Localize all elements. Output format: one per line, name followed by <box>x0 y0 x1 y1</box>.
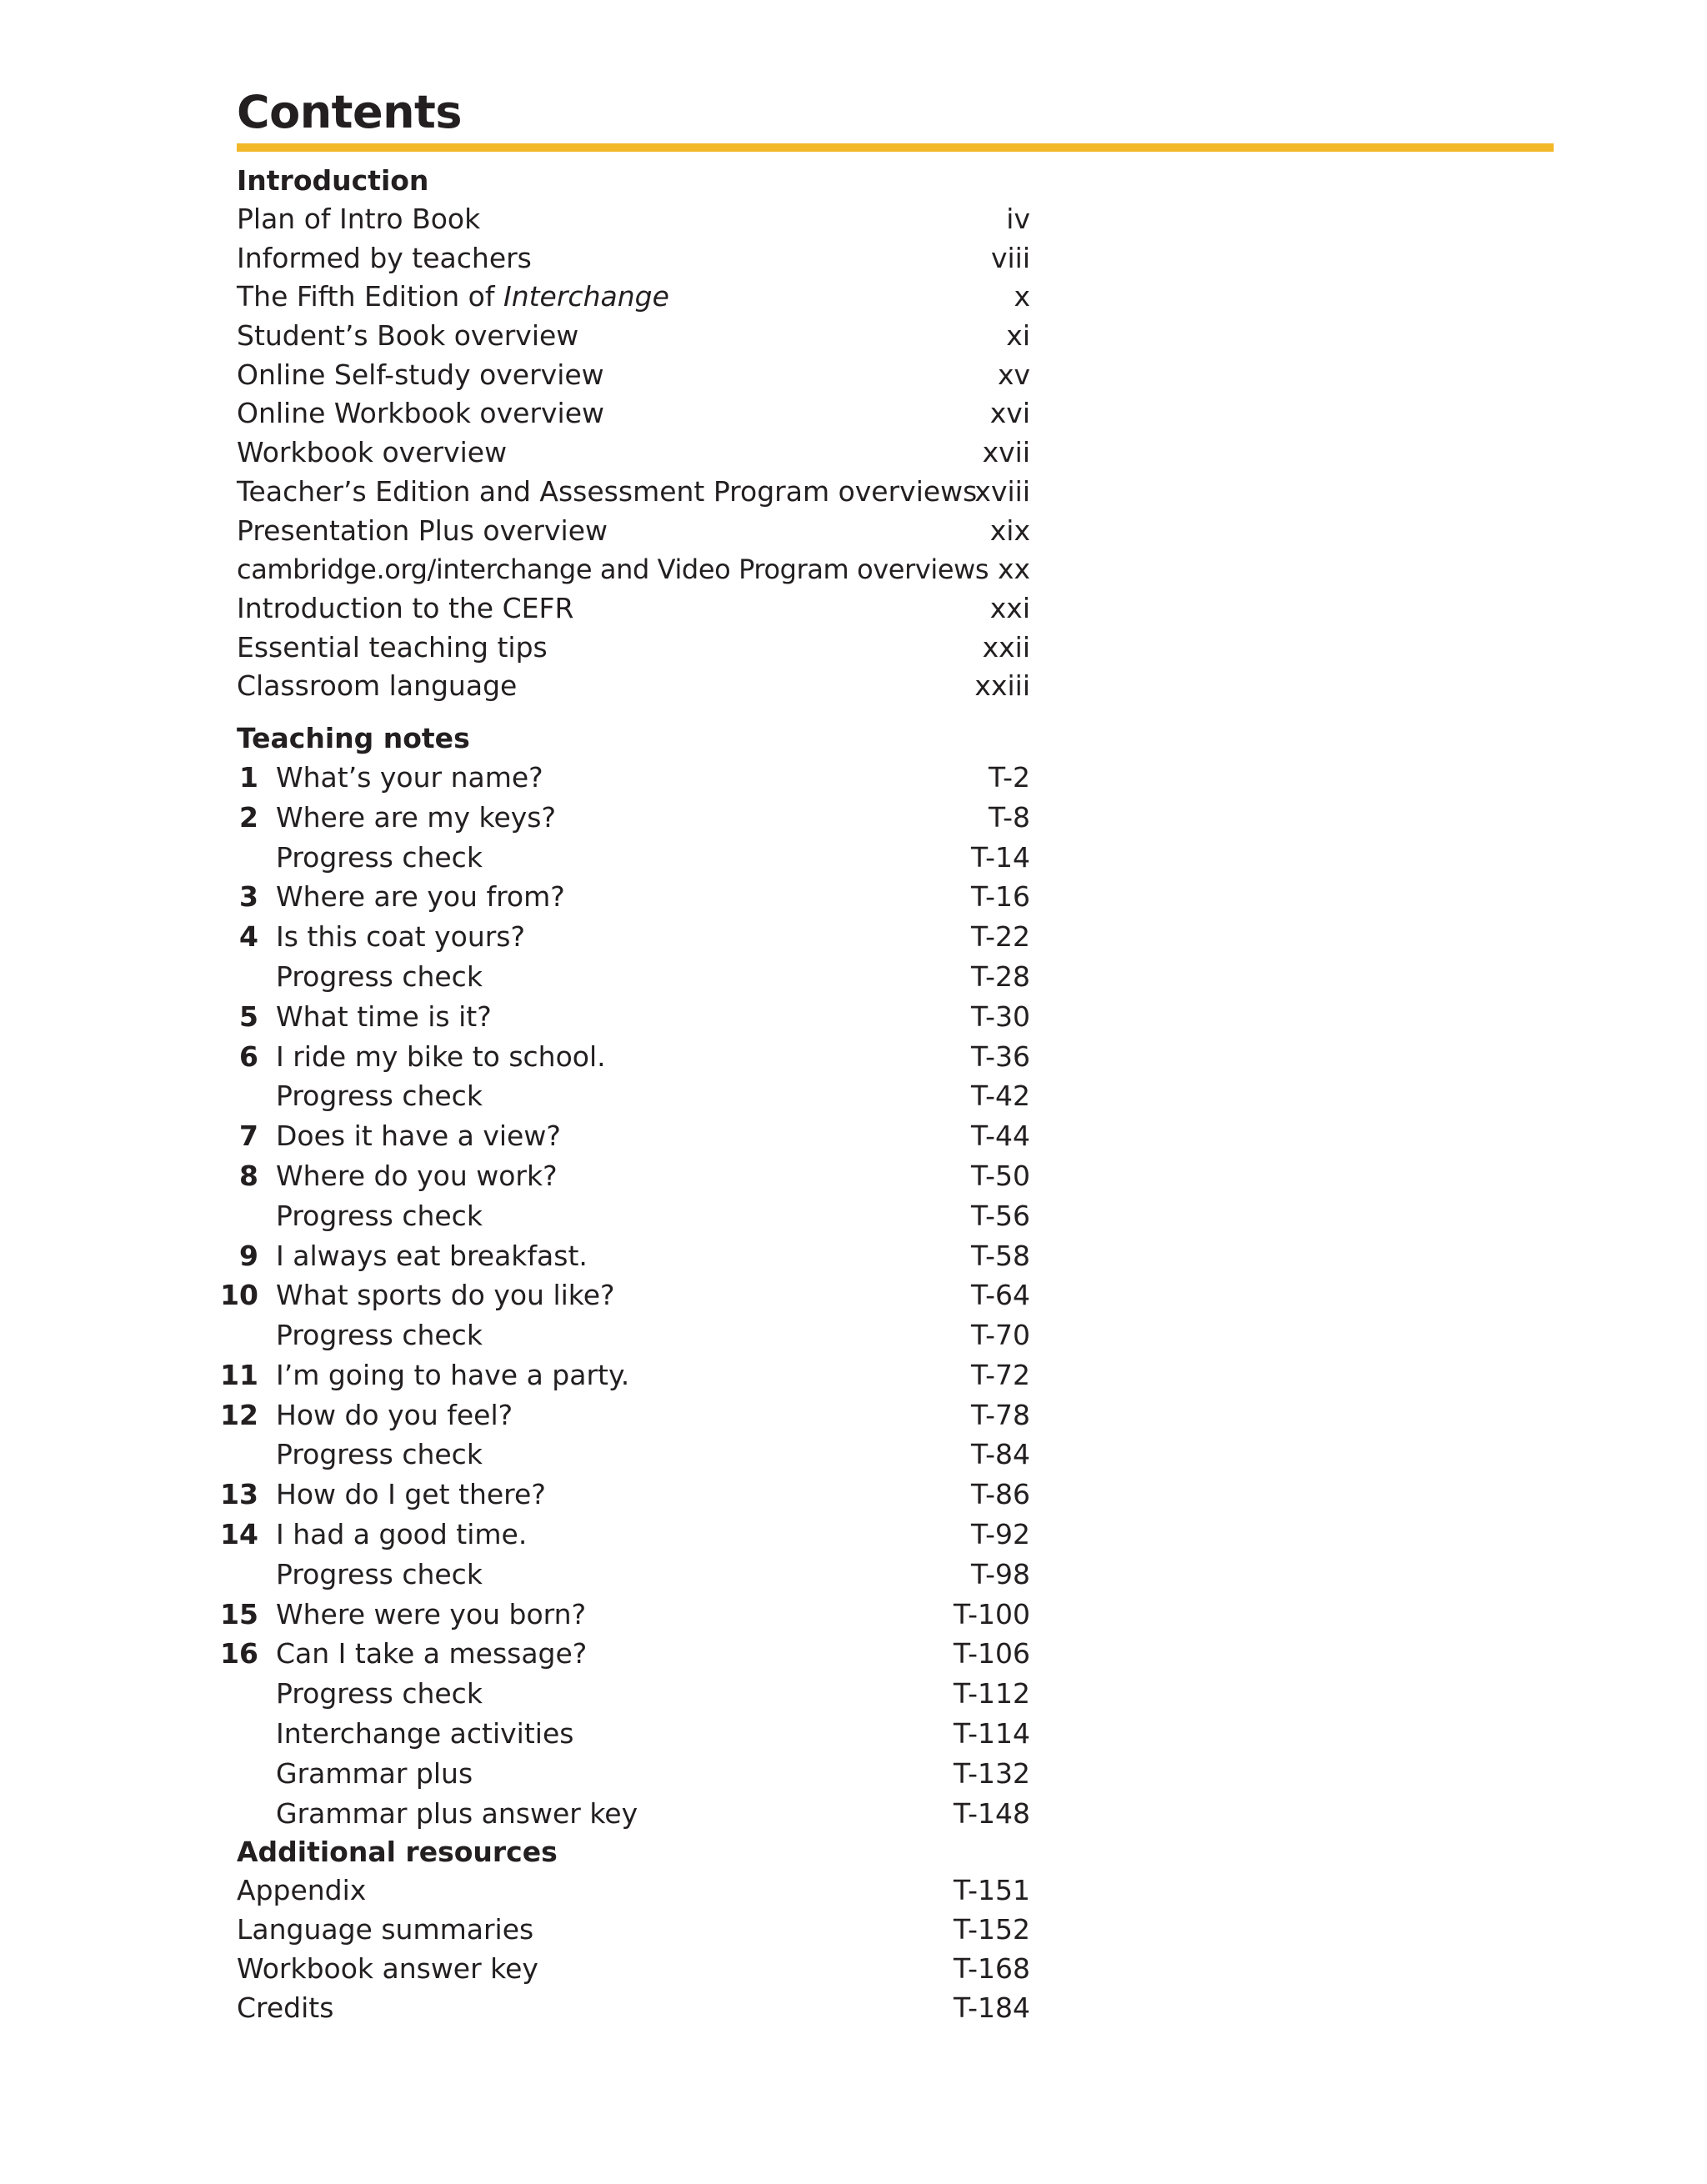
toc-entry-page: T-84 <box>970 1438 1030 1471</box>
unit-number: 6 <box>239 1039 258 1073</box>
toc-entry-page: xxiii <box>974 669 1030 703</box>
toc-entry-label: Language summaries <box>237 1913 534 1946</box>
toc-entry-page: T-22 <box>970 920 1030 954</box>
toc-entry-label: Where were you born? <box>276 1597 587 1630</box>
toc-entry-page: x <box>1014 280 1030 313</box>
toc-entry-page: T-64 <box>970 1279 1030 1312</box>
toc-entry-label: Online Workbook overview <box>237 397 605 430</box>
toc-entry[interactable] <box>237 512 1030 551</box>
toc-entry-label: Informed by teachers <box>237 241 532 274</box>
toc-entry-page: T-56 <box>970 1199 1030 1232</box>
toc-entry-label: How do I get there? <box>276 1478 546 1511</box>
section-heading-introduction: Introduction <box>237 164 429 197</box>
toc-entry-page: T-112 <box>953 1677 1030 1711</box>
toc-entry-label: Workbook answer key <box>237 1951 538 1985</box>
toc-entry-label: Does it have a view? <box>276 1120 561 1153</box>
section-heading-teaching-notes: Teaching notes <box>237 721 470 754</box>
toc-entry-page: T-151 <box>953 1874 1030 1907</box>
toc-entry[interactable] <box>237 278 1030 317</box>
toc-entry[interactable] <box>237 589 1030 629</box>
toc-entry-label: cambridge.org/interchange and Video Program overviews <box>237 554 989 586</box>
toc-entry-page: T-72 <box>970 1358 1030 1391</box>
introduction-list <box>237 200 1030 706</box>
toc-entry[interactable] <box>237 629 1030 668</box>
toc-entry-page: xvii <box>982 436 1030 469</box>
toc-entry[interactable] <box>237 1315 1030 1355</box>
toc-entry[interactable] <box>220 1475 1030 1515</box>
toc-entry-label: How do you feel? <box>276 1398 513 1431</box>
toc-entry[interactable] <box>237 667 1030 706</box>
toc-entry-page: T-50 <box>970 1159 1030 1192</box>
unit-number: 14 <box>220 1518 258 1551</box>
toc-entry-label: I’m going to have a party. <box>276 1358 630 1391</box>
unit-number: 7 <box>239 1120 258 1153</box>
toc-entry-page: T-184 <box>953 1991 1030 2024</box>
toc-entry-page: T-28 <box>970 959 1030 993</box>
toc-entry[interactable] <box>220 1275 1030 1315</box>
toc-entry-label: Classroom language <box>237 669 518 703</box>
toc-entry[interactable] <box>237 550 1030 589</box>
toc-entry-label: What time is it? <box>276 999 492 1033</box>
toc-entry-page: T-58 <box>970 1239 1030 1272</box>
toc-entry-page: T-100 <box>953 1597 1030 1630</box>
toc-entry-label: Where are my keys? <box>276 800 556 834</box>
unit-number: 11 <box>220 1358 258 1391</box>
toc-entry-label: Where do you work? <box>276 1159 558 1192</box>
toc-entry[interactable] <box>237 394 1030 433</box>
unit-number: 9 <box>239 1239 258 1272</box>
toc-entry[interactable] <box>237 758 1030 798</box>
toc-entry-page: T-132 <box>953 1756 1030 1790</box>
toc-entry[interactable] <box>237 1076 1030 1116</box>
toc-entry-page: T-148 <box>953 1796 1030 1830</box>
toc-entry-label-text: The Fifth Edition of <box>237 280 503 313</box>
toc-entry-label: I always eat breakfast. <box>276 1239 588 1272</box>
toc-entry[interactable] <box>237 200 1030 239</box>
toc-entry-page: xviii <box>974 474 1030 508</box>
toc-entry-page: T-16 <box>970 880 1030 914</box>
toc-entry-page: T-2 <box>988 760 1030 794</box>
toc-entry[interactable] <box>237 1871 1030 1911</box>
toc-entry[interactable] <box>237 1196 1030 1236</box>
unit-number: 13 <box>220 1478 258 1511</box>
toc-entry[interactable] <box>237 1754 1030 1794</box>
toc-entry-page: T-152 <box>953 1913 1030 1946</box>
toc-entry-label: Can I take a message? <box>276 1637 588 1671</box>
toc-entry-label: Online Self-study overview <box>237 358 604 391</box>
toc-entry-page: xxi <box>989 591 1030 624</box>
toc-entry[interactable] <box>220 1355 1030 1395</box>
toc-entry[interactable] <box>237 1116 1030 1156</box>
toc-entry-label: Progress check <box>276 840 483 874</box>
toc-entry-page: xvi <box>989 397 1030 430</box>
unit-number: 16 <box>220 1637 258 1671</box>
toc-entry[interactable] <box>237 997 1030 1037</box>
unit-number: 12 <box>220 1398 258 1431</box>
toc-entry-label: Essential teaching tips <box>237 630 548 664</box>
toc-entry-label: Workbook overview <box>237 436 508 469</box>
toc-entry-page: T-8 <box>988 800 1030 834</box>
toc-entry-label: Credits <box>237 1991 334 2024</box>
unit-number: 4 <box>239 920 258 954</box>
toc-entry-page: iv <box>1006 203 1030 235</box>
toc-entry-label: Progress check <box>276 959 483 993</box>
toc-entry-page: T-86 <box>970 1478 1030 1511</box>
toc-entry-page: T-92 <box>970 1518 1030 1551</box>
toc-entry-page: xv <box>997 358 1030 391</box>
additional-resources-list <box>237 1871 1030 2027</box>
unit-number: 3 <box>239 880 258 914</box>
toc-entry-label-italic: Interchange <box>503 280 669 313</box>
toc-entry-page: xx <box>997 553 1030 586</box>
toc-entry[interactable] <box>237 1435 1030 1475</box>
unit-number: 10 <box>220 1279 258 1312</box>
toc-entry[interactable] <box>237 1989 1030 2028</box>
toc-entry[interactable] <box>237 1794 1030 1834</box>
toc-entry-page: T-70 <box>970 1319 1030 1352</box>
toc-entry-label: Progress check <box>276 1557 483 1590</box>
toc-entry-label: Progress check <box>276 1199 483 1232</box>
title-rule <box>237 143 1554 152</box>
unit-number: 1 <box>239 760 258 794</box>
toc-entry-label: I ride my bike to school. <box>276 1039 606 1073</box>
teaching-notes-list <box>220 758 1030 1834</box>
toc-entry[interactable] <box>237 1714 1030 1754</box>
toc-entry[interactable] <box>237 917 1030 957</box>
toc-entry[interactable] <box>237 1236 1030 1276</box>
toc-entry[interactable] <box>237 317 1030 356</box>
table-of-contents <box>220 158 1030 2027</box>
unit-number: 2 <box>239 800 258 834</box>
toc-entry[interactable] <box>237 433 1030 473</box>
toc-entry[interactable] <box>237 1950 1030 1989</box>
toc-entry-page: T-14 <box>970 840 1030 874</box>
toc-entry[interactable] <box>237 473 1030 512</box>
toc-entry-label: Teacher’s Edition and Assessment Program overviews <box>237 474 978 508</box>
toc-entry[interactable] <box>220 1634 1030 1674</box>
toc-entry-page: T-42 <box>970 1079 1030 1113</box>
toc-entry[interactable] <box>237 356 1030 395</box>
toc-entry-label: Where are you from? <box>276 880 565 914</box>
toc-entry-label: What sports do you like? <box>276 1279 615 1312</box>
toc-entry-label <box>237 278 669 317</box>
toc-entry[interactable] <box>220 1595 1030 1635</box>
page-title: Contents <box>237 86 463 138</box>
toc-entry-label: Progress check <box>276 1079 483 1113</box>
toc-entry-page: viii <box>990 241 1030 274</box>
toc-entry[interactable] <box>220 1515 1030 1555</box>
toc-entry[interactable] <box>237 239 1030 278</box>
toc-entry-label: Is this coat yours? <box>276 920 526 954</box>
toc-entry-page: T-30 <box>970 999 1030 1033</box>
toc-entry-page: T-106 <box>953 1637 1030 1671</box>
toc-entry-label: Progress check <box>276 1677 483 1711</box>
toc-entry-page: xi <box>1006 319 1030 353</box>
toc-entry-label: Grammar plus <box>276 1756 473 1790</box>
toc-entry-label: Progress check <box>276 1438 483 1471</box>
toc-entry-page: T-168 <box>953 1951 1030 1985</box>
unit-number: 5 <box>239 999 258 1033</box>
toc-entry[interactable] <box>237 798 1030 838</box>
toc-entry[interactable] <box>220 1395 1030 1435</box>
toc-entry-label: What’s your name? <box>276 760 543 794</box>
toc-entry[interactable] <box>237 877 1030 917</box>
toc-entry[interactable] <box>237 838 1030 878</box>
toc-entry[interactable] <box>237 1674 1030 1714</box>
toc-entry-page: T-36 <box>970 1039 1030 1073</box>
toc-entry-label: Appendix <box>237 1874 367 1907</box>
toc-entry[interactable] <box>237 1037 1030 1077</box>
toc-entry-label: Plan of Intro Book <box>237 203 481 235</box>
toc-entry-page: T-44 <box>970 1120 1030 1153</box>
toc-entry[interactable] <box>237 1911 1030 1950</box>
toc-entry-page: xix <box>989 513 1030 547</box>
toc-entry-label: Presentation Plus overview <box>237 513 608 547</box>
section-heading-additional-resources: Additional resources <box>237 1836 558 1869</box>
toc-entry[interactable] <box>237 1156 1030 1196</box>
unit-number: 15 <box>220 1597 258 1630</box>
toc-entry-label: Grammar plus answer key <box>276 1796 638 1830</box>
toc-entry-page: T-78 <box>970 1398 1030 1431</box>
toc-entry-page: T-98 <box>970 1557 1030 1590</box>
toc-entry-label: Student’s Book overview <box>237 319 579 353</box>
toc-entry-label: I had a good time. <box>276 1518 528 1551</box>
toc-entry-page: xxii <box>982 630 1030 664</box>
toc-entry[interactable] <box>237 957 1030 997</box>
toc-entry-label: Interchange activities <box>276 1717 574 1751</box>
toc-entry-page: T-114 <box>953 1717 1030 1751</box>
toc-entry[interactable] <box>237 1555 1030 1595</box>
toc-entry-label: Progress check <box>276 1319 483 1352</box>
toc-entry-label: Introduction to the CEFR <box>237 591 574 624</box>
unit-number: 8 <box>239 1159 258 1192</box>
